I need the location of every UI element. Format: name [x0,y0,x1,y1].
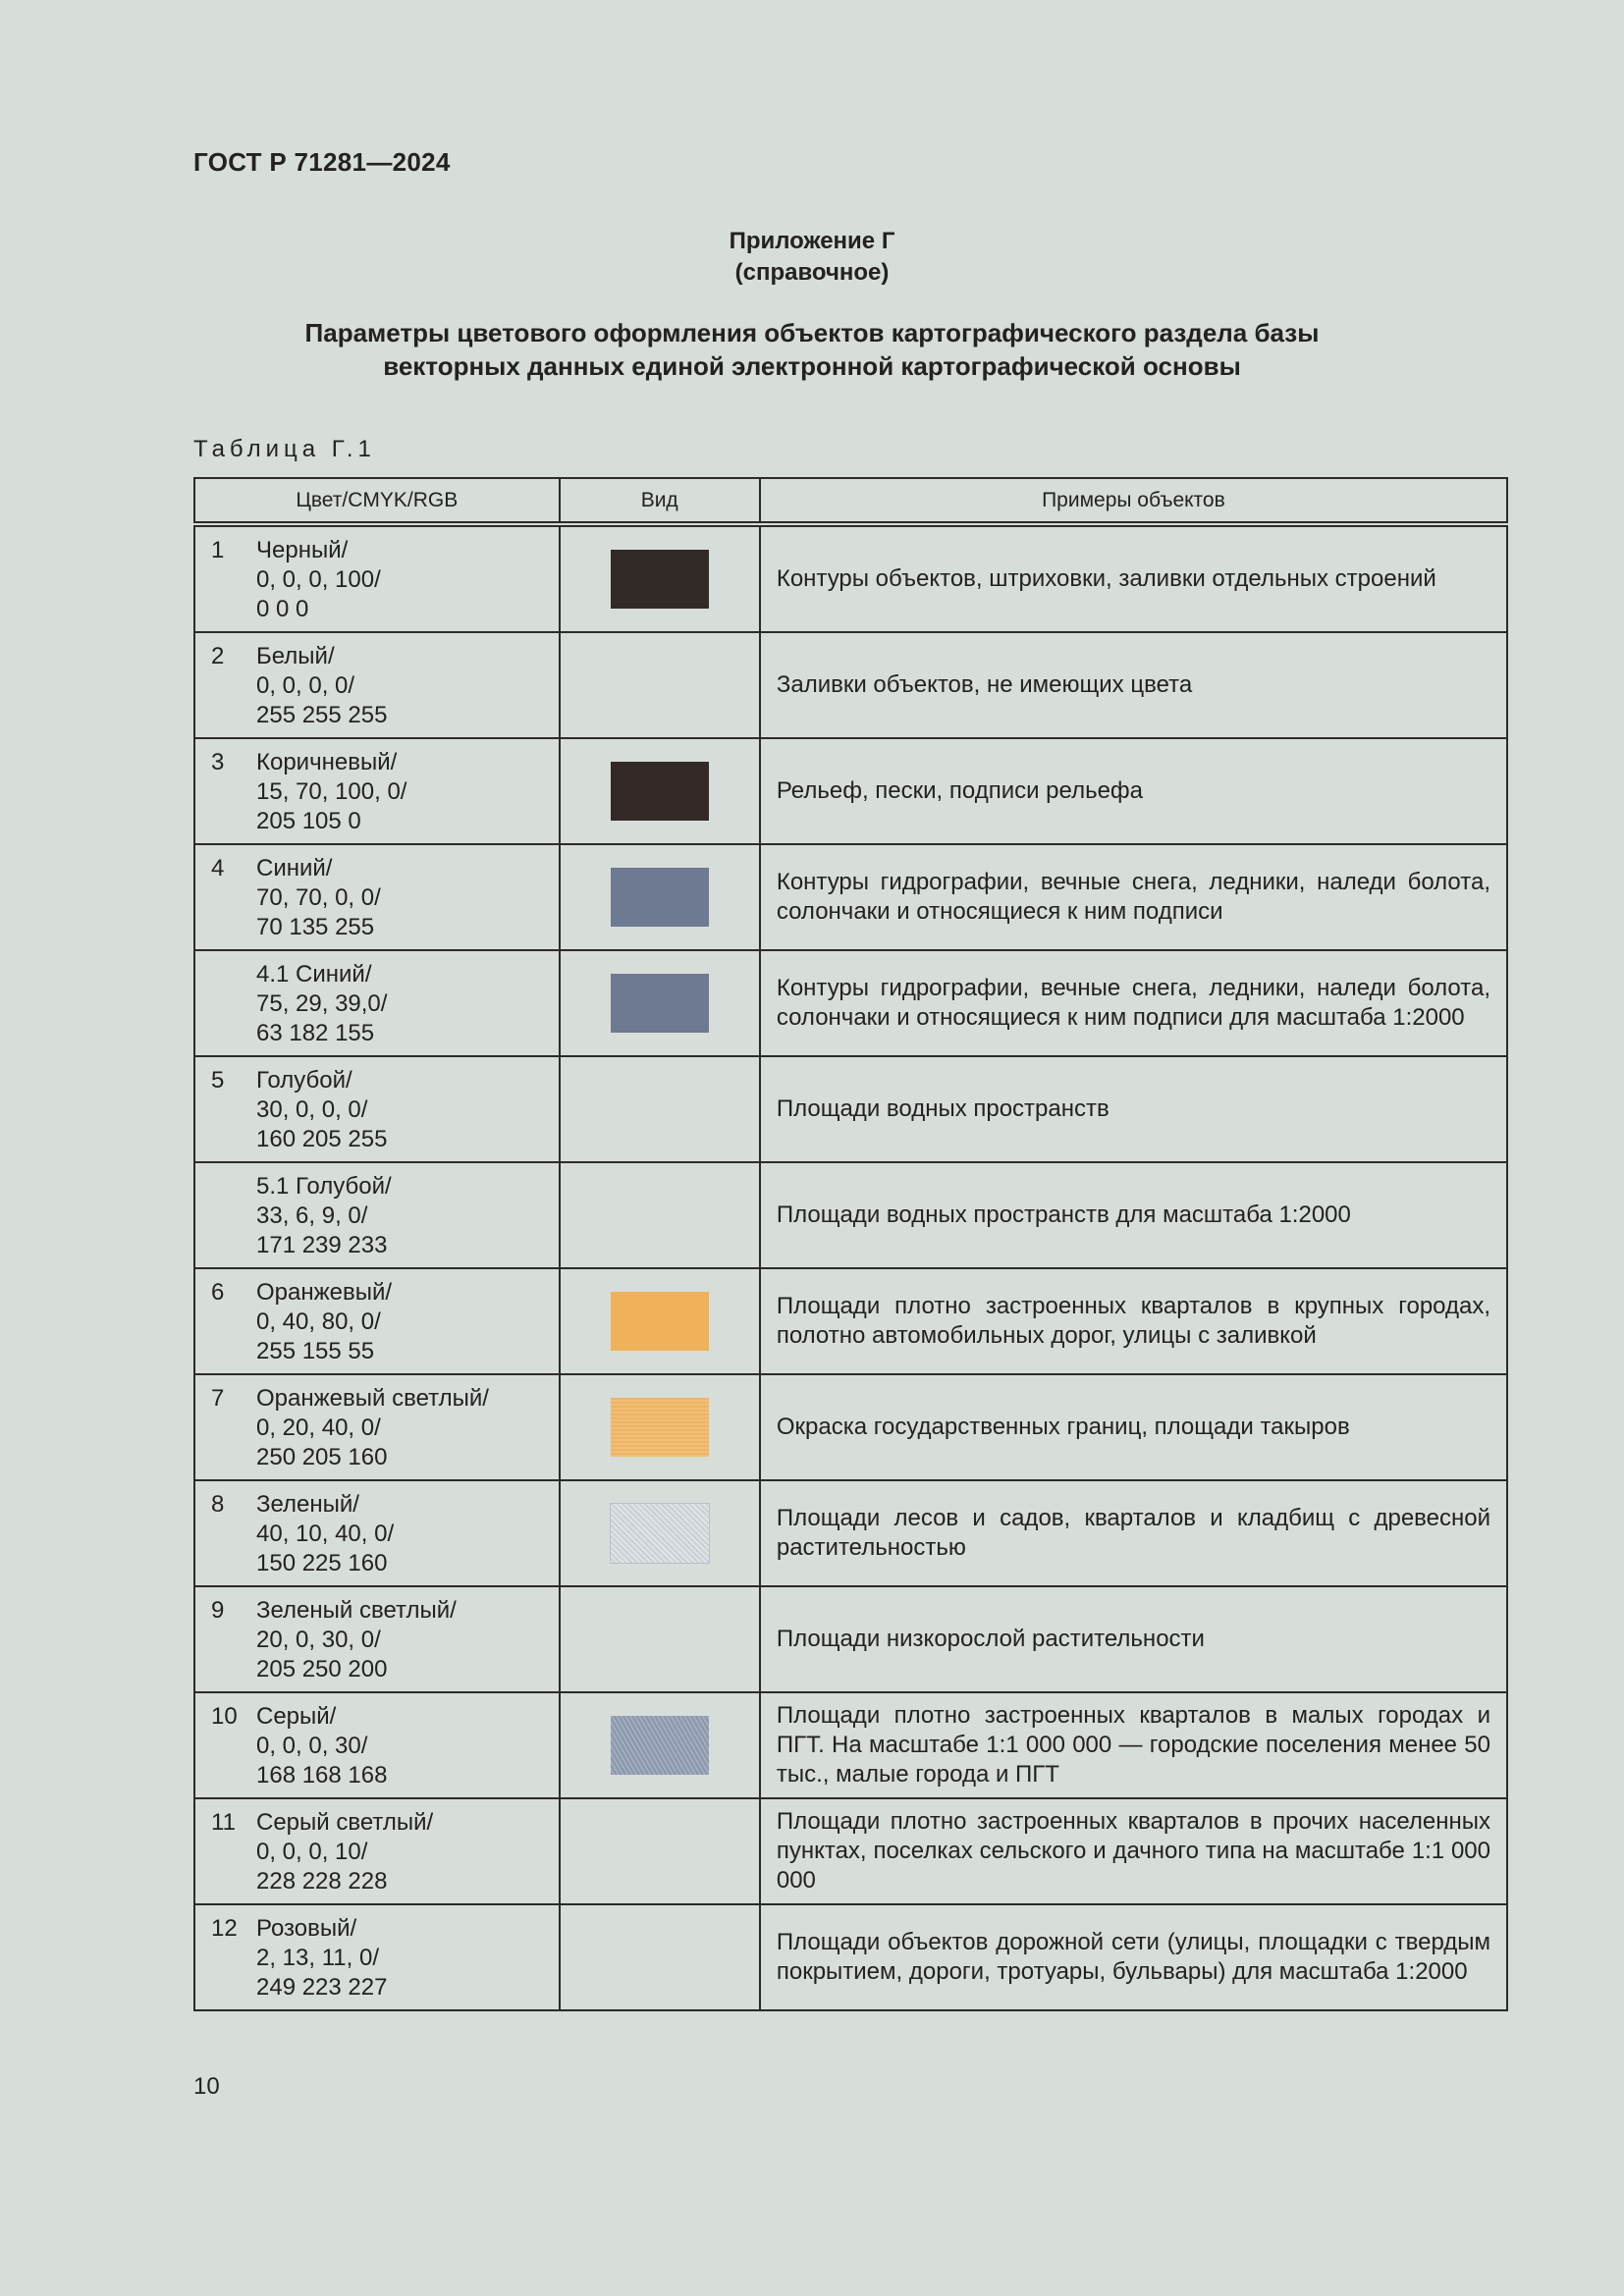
table-row [194,1480,1507,1586]
examples-cell [760,1586,1507,1692]
examples-text: Контуры гидрографии, вечные снега, ледники, наледи болота, солончаки и относящиеся к ним подписи для масштаба 1:2000 [776,975,1490,1031]
table-caption: Таблица Г.1 [193,436,376,462]
examples-text: Рельеф, пески, подписи рельефа [776,777,1144,804]
table-row [194,1798,1507,1904]
examples-cell [760,1374,1507,1480]
swatch-cell [560,1586,760,1692]
examples-cell [760,1480,1507,1586]
examples-text: Площади плотно застроенных кварталов в малых городах и ПГТ. На масштабе 1:1 000 000 — городские поселения менее 50 тыс., малые города и ПГТ [776,1702,1490,1788]
swatch-cell [560,1480,760,1586]
swatch-cell [560,738,760,844]
swatch-cell [560,844,760,950]
examples-text: Площади водных пространств для масштаба 1:2000 [776,1201,1351,1228]
color-swatch [610,1503,710,1564]
color-values: Голубой/ 30, 0, 0, 0/ 160 205 255 [256,1067,388,1152]
section-title [0,316,1624,383]
color-swatch [611,762,709,821]
examples-cell [760,844,1507,950]
header-examples: Примеры объектов [760,478,1507,524]
color-values: Оранжевый светлый/ 0, 20, 40, 0/ 250 205 160 [256,1385,489,1470]
swatch-cell [560,1162,760,1268]
color-cell [194,1056,560,1162]
table-row [194,738,1507,844]
row-number: 10 [211,1703,238,1730]
examples-cell [760,1692,1507,1798]
color-cell [194,1798,560,1904]
row-number: 5 [211,1067,225,1094]
examples-text: Окраска государственных границ, площади такыров [776,1414,1350,1440]
page-number: 10 [193,2073,220,2100]
color-cell [194,844,560,950]
color-swatch [611,1292,709,1351]
table-row [194,1374,1507,1480]
examples-text: Контуры объектов, штриховки, заливки отдельных строений [776,565,1436,592]
color-values: Серый/ 0, 0, 0, 30/ 168 168 168 [256,1703,388,1789]
row-number: 3 [211,749,225,775]
examples-text: Площади лесов и садов, кварталов и кладбищ с древесной растительностью [776,1505,1490,1561]
swatch-cell [560,524,760,632]
appendix-heading [0,226,1624,289]
table-row [194,1162,1507,1268]
color-swatch [611,974,709,1033]
color-values: Серый светлый/ 0, 0, 0, 10/ 228 228 228 [256,1809,434,1895]
examples-text: Площади плотно застроенных кварталов в прочих населенных пунктах, поселках сельского и дачного типа на масштабе 1:1 000 000 [776,1808,1490,1894]
swatch-cell [560,632,760,738]
color-cell [194,738,560,844]
swatch-cell [560,1692,760,1798]
color-cell [194,1162,560,1268]
color-cell [194,1904,560,2010]
row-number: 2 [211,643,225,669]
color-cell [194,632,560,738]
header-color: Цвет/CMYK/RGB [194,478,560,524]
color-values: 5.1 Голубой/ 33, 6, 9, 0/ 171 239 233 [256,1173,392,1258]
row-number: 7 [211,1385,225,1412]
color-values: 4.1 Синий/ 75, 29, 39,0/ 63 182 155 [256,961,388,1046]
color-swatch [611,1398,709,1457]
swatch-cell [560,1268,760,1374]
swatch-cell [560,1374,760,1480]
row-number: 6 [211,1279,225,1306]
color-cell [194,524,560,632]
color-values: Белый/ 0, 0, 0, 0/ 255 255 255 [256,643,388,728]
examples-cell [760,632,1507,738]
examples-text: Площади плотно застроенных кварталов в крупных городах, полотно автомобильных дорог, улицы с заливкой [776,1293,1490,1349]
row-number: 8 [211,1491,225,1518]
color-values: Оранжевый/ 0, 40, 80, 0/ 255 155 55 [256,1279,393,1364]
examples-text: Площади объектов дорожной сети (улицы, площадки с твердым покрытием, дороги, тротуары, бульвары) для масштаба 1:2000 [776,1929,1490,1985]
color-swatch [611,868,709,927]
section-title-line1: Параметры цветового оформления объектов картографического раздела базы [304,318,1320,347]
color-parameters-table [193,477,1508,2011]
swatch-cell [560,1798,760,1904]
examples-text: Площади низкорослой растительности [776,1626,1205,1652]
examples-text: Заливки объектов, не имеющих цвета [776,671,1193,698]
examples-cell [760,1056,1507,1162]
row-number: 11 [211,1809,236,1836]
color-values: Зеленый светлый/ 20, 0, 30, 0/ 205 250 200 [256,1597,457,1682]
color-values: Коричневый/ 15, 70, 100, 0/ 205 105 0 [256,749,407,834]
appendix-title: Приложение Г [729,228,895,254]
table-body [194,524,1507,2010]
color-values: Розовый/ 2, 13, 11, 0/ 249 223 227 [256,1915,388,2001]
section-title-line2: векторных данных единой электронной картографической основы [383,351,1241,381]
color-swatch [611,550,709,609]
examples-cell [760,1162,1507,1268]
color-values: Зеленый/ 40, 10, 40, 0/ 150 225 160 [256,1491,395,1576]
row-number: 4 [211,855,225,881]
table-row [194,1692,1507,1798]
examples-cell [760,738,1507,844]
color-cell [194,1586,560,1692]
table-row [194,524,1507,632]
color-swatch [611,1716,709,1775]
examples-cell [760,524,1507,632]
row-number: 1 [211,537,225,563]
table-row [194,1268,1507,1374]
examples-text: Контуры гидрографии, вечные снега, ледники, наледи болота, солончаки и относящиеся к ним подписи [776,869,1490,925]
color-cell [194,1268,560,1374]
color-values: Синий/ 70, 70, 0, 0/ 70 135 255 [256,855,381,940]
swatch-cell [560,1904,760,2010]
swatch-cell [560,1056,760,1162]
examples-cell [760,1904,1507,2010]
row-number: 9 [211,1597,225,1624]
color-cell [194,1692,560,1798]
examples-cell [760,950,1507,1056]
header-view: Вид [560,478,760,524]
table-row [194,1586,1507,1692]
color-cell [194,1480,560,1586]
table-row [194,950,1507,1056]
examples-cell [760,1798,1507,1904]
table-row [194,844,1507,950]
table-header-row [194,478,1507,524]
table-row [194,1056,1507,1162]
row-number: 12 [211,1915,238,1942]
document-id-header: ГОСТ Р 71281—2024 [193,147,451,177]
examples-text: Площади водных пространств [776,1095,1110,1122]
table-row [194,632,1507,738]
table-row [194,1904,1507,2010]
color-cell [194,950,560,1056]
color-cell [194,1374,560,1480]
color-values: Черный/ 0, 0, 0, 100/ 0 0 0 [256,537,381,622]
swatch-cell [560,950,760,1056]
appendix-subtitle: (справочное) [734,259,890,286]
examples-cell [760,1268,1507,1374]
